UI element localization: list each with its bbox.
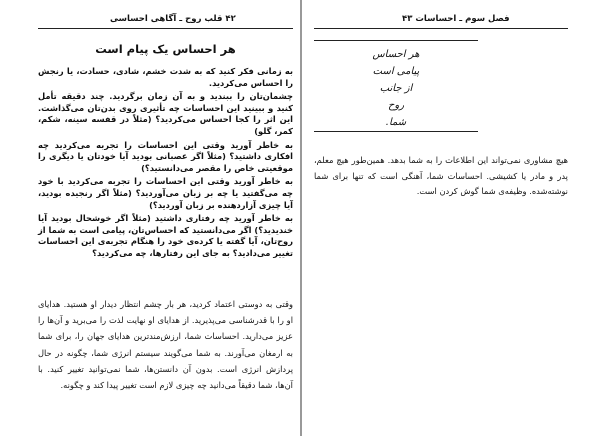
exercise-paragraph: به خاطر آورید چه رفتاری داشتید (مثلاً اگر خوشحال بودید آیا خندیدید؟) اگر می‌دانستید که احساس‌تان، پیامی است به شما از روح‌تان، آیا گفته یا کرده‌ی خود را هنگام تجربه‌ی این احساسات تغییر می‌دادید؟ به جای این رفتارها، چه می‌کردید؟: [38, 213, 293, 258]
right-header-rule: [314, 28, 568, 29]
exercise-paragraph: به خاطر آورید وقتی این احساسات را تجربه می‌کردید چه افکاری داشتید؟ (مثلاً اگر عصبانی بودید آیا خودتان یا دیگری را موقعیتی خاص را مقصر می‌دانستید؟): [38, 139, 293, 173]
exercise-block: [38, 66, 293, 262]
quote-box: [314, 40, 478, 132]
right-running-header: فصل سوم ـ احساسات ۴۳: [402, 14, 510, 24]
right-page: [302, 0, 603, 436]
quote-line: از جانب: [379, 83, 413, 94]
quote-line: هر احساس: [372, 49, 420, 60]
right-body-text: [314, 153, 568, 200]
body-paragraph: وقتی به دوستی اعتماد کردید، هر بار چشم انتظار دیدار او هستید. هدایای او را با قدرشناسی می‌پذیرید. از هدایای او نهایت لذت را می‌برید و آن‌ها را عزیز می‌دارید. احساسات شما، ارزش‌مندترین هدایای جهان را، برای شما به ارمغان می‌آورند. به شما می‌گویند سیستم انرژی شما، چگونه در حال پردازش انرژی است. بدون آن دانستن‌ها، شما نمی‌توانید تغییر کنید. با آن‌ها، شما دقیقاً می‌دانید چه چیزی لازم است تغییر پیدا کند و چگونه.: [38, 299, 293, 391]
left-header-rule: [38, 28, 293, 29]
left-body-text: [38, 296, 293, 393]
quote-line: پیامی است: [372, 66, 420, 77]
quote-line: شما.: [385, 117, 407, 128]
body-paragraph: هیچ مشاوری نمی‌تواند این اطلاعات را به شما بدهد. همین‌طور هیچ معلم، پدر و مادر یا کشیشی. احساسات شما، آهنگی است که تنها برای شما نوشته‌شده. وظیفه‌ی شما گوش کردن است.: [314, 155, 568, 196]
exercise-paragraph: به خاطر آورید وقتی این احساسات را تجربه می‌کردید با خود چه می‌گفتید یا چه بر زبان می‌آوردید؟ (مثلاً اگر رنجیده بودید، آیا چیزی آزاردهنده بر زبان آوردید؟): [38, 176, 293, 210]
exercise-paragraph: چشمان‌تان را ببندید و به آن زمان برگردید. چند دقیقه تأمل کنید و ببینید این احساسات چه تأثیری روی بدن‌تان می‌گذاشت. این اثر را کجا احساس می‌کردید؟ (مثلاً در قفسه سینه، شکم، کمر، گلو): [38, 91, 293, 136]
exercise-paragraph: به زمانی فکر کنید که به شدت خشم، شادی، حسادت، یا رنجش را احساس می‌کردید.: [38, 66, 293, 88]
section-title: هر احساس یک پیام است: [95, 42, 236, 56]
left-running-header: ۴۲ قلب روح ـ آگاهی احساسی: [110, 14, 236, 24]
quote-line: روح: [387, 100, 405, 111]
left-page: [0, 0, 300, 436]
